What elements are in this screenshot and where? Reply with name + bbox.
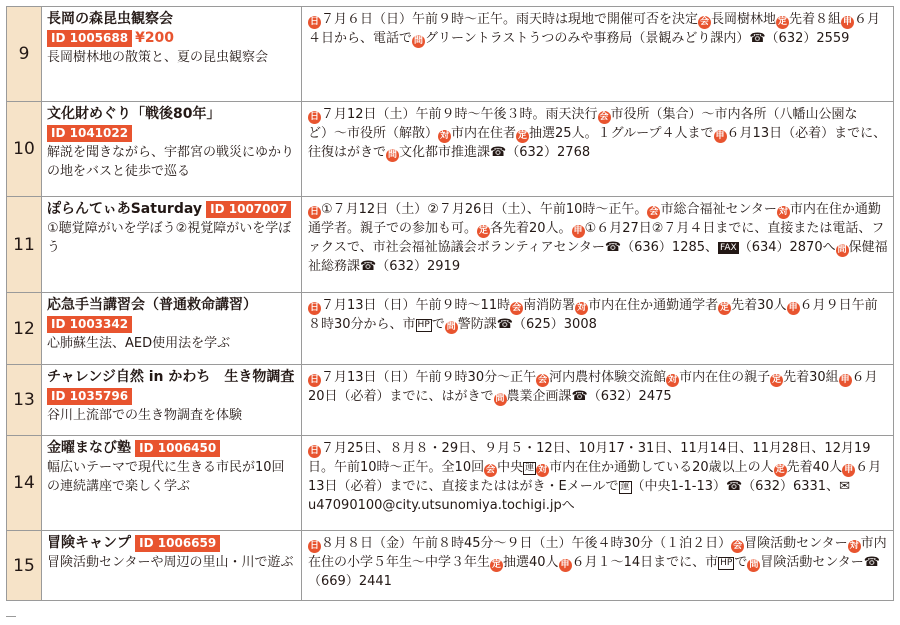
date-icon: 日	[309, 375, 319, 385]
id-icon: ID	[51, 317, 66, 331]
quota-icon: 定	[518, 131, 528, 141]
event-id-badge: ID 1006659	[135, 535, 220, 552]
homepage-icon: HP	[417, 320, 430, 330]
event-id-badge: ID 1007007	[206, 201, 291, 218]
quota-icon: 定	[775, 465, 785, 475]
event-summary	[42, 293, 302, 365]
event-summary	[42, 197, 302, 293]
apply-icon: 申	[788, 303, 798, 313]
table-row	[7, 197, 894, 293]
event-title: チャレンジ自然 in かわち 生き物調査	[47, 369, 295, 385]
quota-icon: 定	[720, 303, 730, 313]
event-detail: 日 ７月６日（日）午前９時〜正午。雨天時は現地で開催可否を決定 会 長岡樹林地 定 先着８組 申 ６月４日から、電話で 問 グリーントラストうつのみや事務局（景観みどり課内）☎（632）2559	[302, 7, 894, 102]
homepage-icon: HP	[720, 558, 733, 568]
contact-icon: 問	[388, 150, 398, 160]
event-id-badge: ID 1003342	[47, 316, 132, 333]
event-title: 金曜まなび塾	[47, 440, 131, 456]
quota-icon: 定	[778, 17, 788, 27]
event-id-badge: ID 1035796	[47, 388, 132, 405]
event-title: 応急手当講習会（普通救命講習）	[47, 297, 257, 313]
event-detail: 日 ７月13日（日）午前９時30分〜正午 会 河内農村体験交流館 対 市内在住の親子 定 先着30組 申 ６月20日（必着）までに、はがきで 問 農業企画課☎（632）2475	[302, 365, 894, 436]
target-icon: 対	[849, 541, 859, 551]
event-summary	[42, 365, 302, 436]
date-icon: 日	[309, 17, 319, 27]
place-icon: 会	[486, 465, 496, 475]
event-description: 幅広いテーマで現代に生きる市民が10回の連続講座で楽しく学ぶ	[47, 460, 285, 494]
row-number: 12	[7, 293, 42, 365]
quota-icon: 定	[772, 375, 782, 385]
event-detail: 日 ①７月12日（土）②７月26日（土）、午前10時〜正午。 会 市総合福祉センター 対 市内在住か通勤通学者。親子での参加も可。 定 各先着20人。 申 ①６月27日②７月４日までに、直接または電話、ファクスで、市社会福祉協議会ボランティアセンター☎（636）1285、 FAX （634）2870へ 問 保健福祉総務課☎（632）2919	[302, 197, 894, 293]
apply-icon: 申	[573, 226, 583, 236]
date-icon: 日	[309, 112, 319, 122]
place-icon: 会	[733, 541, 743, 551]
contact-icon: 問	[446, 322, 456, 332]
contact-icon: 問	[495, 394, 505, 404]
date-icon: 日	[309, 303, 319, 313]
place-icon: 会	[700, 17, 710, 27]
event-description: 冒険活動センターや周辺の里山・川で遊ぶ	[47, 555, 294, 570]
row-number: 9	[7, 7, 42, 102]
target-icon: 対	[668, 375, 678, 385]
apply-icon: 申	[843, 17, 853, 27]
table-row	[7, 293, 894, 365]
event-detail: 日 ７月13日（日）午前９時〜11時 会 南消防署 対 市内在住か通勤通学者 定 先着30人 申 ６月９日午前８時30分から、市 HP で 問 警防課☎（625）3008	[302, 293, 894, 365]
event-id-badge: ID 1005688	[47, 30, 132, 47]
date-icon: 日	[309, 207, 319, 217]
transport-icon: 運	[620, 482, 630, 492]
id-icon: ID	[51, 126, 66, 140]
event-table	[6, 6, 894, 601]
event-summary	[42, 531, 302, 601]
apply-icon: 申	[715, 131, 725, 141]
event-title: 冒険キャンプ	[47, 535, 131, 551]
contact-icon: 問	[837, 245, 847, 255]
event-description: 解説を聞きながら、宇都宮の戦災にゆかりの地をバスと徒歩で巡る	[47, 145, 295, 179]
event-detail: 日 ８月８日（金）午前８時45分〜９日（土）午後４時30分（１泊２日） 会 冒険活動センター 対 市内在住の小学５年生〜中学３年生 定 抽選40人 申 ６月１〜14日までに、市 HP で 問 冒険活動センター☎（669）2441	[302, 531, 894, 601]
place-icon: 会	[649, 207, 659, 217]
apply-icon: 申	[840, 375, 850, 385]
event-id-badge: ID 1041022	[47, 125, 132, 142]
contact-icon: 問	[749, 560, 759, 570]
table-row	[7, 102, 894, 197]
place-icon: 会	[538, 375, 548, 385]
row-number: 14	[7, 436, 42, 531]
transport-icon: 運	[525, 463, 535, 473]
id-icon: ID	[139, 536, 154, 550]
place-icon: 会	[599, 112, 609, 122]
event-detail: 日 ７月25日、８月８・29日、９月５・12日、10月17・31日、11月14日、11月28日、12月19日。午前10時〜正午。全10回 会 中央 運 対 市内在住か通勤している20歳以上の人 定 先着40人 申 ６月13日（必着）までに、直接またははがき・Eメールで 運 （中央1-1-13）☎（632）6331、✉u47090100@city.utsunomiya.tochigi.jpへ	[302, 436, 894, 531]
event-description: ①聴覚障がいを学ぼう②視覚障がいを学ぼう	[47, 221, 292, 255]
row-number: 15	[7, 531, 42, 601]
id-icon: ID	[139, 441, 154, 455]
row-number: 11	[7, 197, 42, 293]
mail-icon: ✉	[839, 479, 850, 494]
quota-icon: 定	[479, 226, 489, 236]
target-icon: 対	[778, 207, 788, 217]
row-number: 10	[7, 102, 42, 197]
event-summary	[42, 436, 302, 531]
event-title: 文化財めぐり「戦後80年」	[47, 106, 221, 122]
quota-icon: 定	[492, 560, 502, 570]
table-row	[7, 436, 894, 531]
event-description: 長岡樹林地の散策と、夏の昆虫観察会	[47, 50, 269, 65]
event-summary	[42, 102, 302, 197]
event-summary	[42, 7, 302, 102]
target-icon: 対	[440, 131, 450, 141]
target-icon: 対	[577, 303, 587, 313]
contact-icon: 問	[414, 36, 424, 46]
event-description: 心肺蘇生法、AED使用法を学ぶ	[47, 336, 231, 351]
table-row	[7, 531, 894, 601]
id-icon: ID	[51, 31, 66, 45]
row-number: 13	[7, 365, 42, 436]
event-detail: 日 ７月12日（土）午前９時〜午後３時。雨天決行 会 市役所（集合）〜市内各所（八幡山公園など）〜市役所（解散） 対 市内在住者 定 抽選25人。１グループ４人まで 申 ６月13日（必着）までに、往復はがきで 問 文化都市推進課☎（632）2768	[302, 102, 894, 197]
apply-icon: 申	[844, 465, 854, 475]
place-icon: 会	[512, 303, 522, 313]
table-row	[7, 365, 894, 436]
apply-icon: 申	[560, 560, 570, 570]
event-title: 長岡の森昆虫観察会	[47, 11, 173, 27]
fax-icon: FAX	[720, 243, 737, 253]
event-price: ¥200	[135, 30, 175, 46]
target-icon: 対	[538, 465, 548, 475]
event-description: 谷川上流部での生き物調査を体験	[47, 408, 243, 423]
date-icon: 日	[309, 541, 319, 551]
id-icon: ID	[210, 202, 225, 216]
id-icon: ID	[51, 389, 66, 403]
date-icon: 日	[309, 446, 319, 456]
table-row	[7, 7, 894, 102]
event-title: ぽらんてぃあSaturday	[47, 201, 202, 217]
event-id-badge: ID 1006450	[135, 440, 220, 457]
